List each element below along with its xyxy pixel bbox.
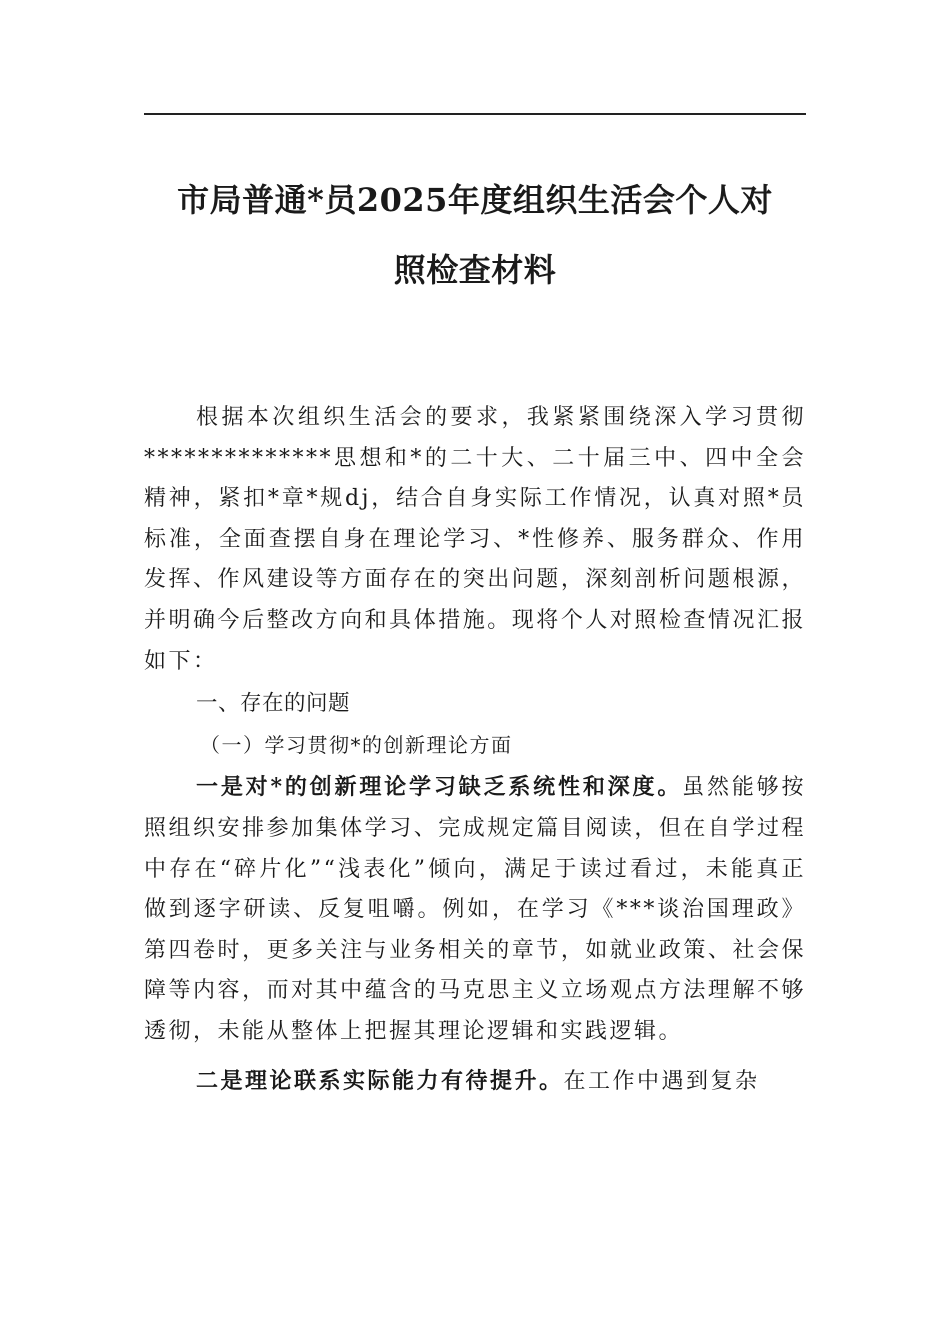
document-body — [144, 398, 806, 1102]
subsection-heading-theory: （一）学习贯彻*的创新理论方面 — [200, 732, 513, 757]
title-line-1: 市局普通*员2025年度组织生活会个人对 — [177, 181, 773, 219]
point-two-lead: 二是理论联系实际能力有待提升。 — [196, 1067, 564, 1094]
point-two-text: 在工作中遇到复杂 — [563, 1068, 760, 1094]
header-rule — [144, 113, 806, 115]
point-one-lead: 一是对*的创新理论学习缺乏系统性和深度。 — [196, 774, 683, 801]
point-two-paragraph — [144, 1061, 806, 1103]
point-one-paragraph — [144, 767, 806, 1052]
title-line-2: 照检查材料 — [393, 251, 557, 289]
document-title — [144, 165, 806, 305]
intro-paragraph: 根据本次组织生活会的要求，我紧紧围绕深入学习贯彻**************思想和*的二十大、二十届三中、四中全会精神，紧扣*章*规dj，结合自身实际工作情况，认真对照*员标准，全面查摆自身在理论学习、*性修养、服务群众、作用发挥、作风建设等方面存在的突出问题，深刻剖析问题根源，并明确今后整改方向和具体措施。现将个人对照检查情况汇报如下： — [144, 405, 806, 674]
point-one-text: 虽然能够按照组织安排参加集体学习、完成规定篇目阅读，但在自学过程中存在“碎片化”“浅表化”倾向，满足于读过看过，未能真正做到逐字研读、反复咀嚼。例如，在学习《***谈治国理政》第四卷时，更多关注与业务相关的章节，如就业政策、社会保障等内容，而对其中蕴含的马克思主义立场观点方法理解不够透彻，未能从整体上把握其理论逻辑和实践逻辑。 — [144, 775, 806, 1044]
section-heading-problems: 一、存在的问题 — [196, 691, 351, 717]
